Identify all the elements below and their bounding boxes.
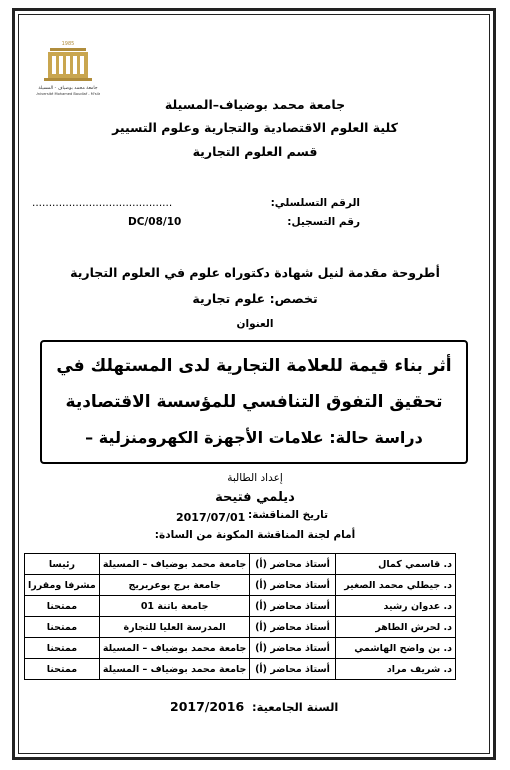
student-name: ديلمي فتيحة [215, 490, 295, 505]
title-line-1: أثر بناء قيمة للعلامة التجارية لدى المستهلك في [56, 356, 452, 376]
university-logo [36, 40, 100, 98]
jury-member-rank: أستاذ محاضر (أ) [250, 617, 335, 638]
jury-member-name: د. شريف مراد [335, 659, 455, 680]
jury-member-university: جامعة محمد بوضياف – المسيلة [99, 554, 250, 575]
jury-row [25, 575, 456, 596]
jury-member-role: ممتحنا [25, 617, 100, 638]
jury-member-rank: أستاذ محاضر (أ) [250, 638, 335, 659]
thesis-title-box [40, 340, 468, 464]
title-line-3: دراسة حالة: علامات الأجهزة الكهرومنزلية – [85, 428, 423, 447]
jury-member-rank: أستاذ محاضر (أ) [250, 596, 335, 617]
defense-date-value: 2017/07/01 [176, 511, 246, 524]
academic-year-label: السنة الجامعية: [252, 700, 339, 714]
jury-member-name: د. عدوان رشيد [335, 596, 455, 617]
jury-member-role: ممتحنا [25, 659, 100, 680]
jury-member-role: رئيسا [25, 554, 100, 575]
jury-row [25, 638, 456, 659]
jury-member-role: ممتحنا [25, 638, 100, 659]
university-name: جامعة محمد بوضياف–المسيلة [164, 97, 346, 112]
jury-member-rank: أستاذ محاضر (أ) [250, 659, 335, 680]
serial-label: الرقم التسلسلي: [270, 197, 360, 209]
faculty-name: كلية العلوم الاقتصادية والتجارية وعلوم التسيير [112, 120, 398, 135]
defense-date-label: تاريخ المناقشة: [248, 509, 329, 521]
title-line-2: تحقيق التفوق التنافسي للمؤسسة الاقتصادية [65, 392, 443, 412]
jury-member-name: د. قاسمي كمال [335, 554, 455, 575]
jury-member-university: جامعة برج بوعريريج [99, 575, 250, 596]
jury-row [25, 596, 456, 617]
jury-member-university: جامعة باتنة 01 [99, 596, 250, 617]
jury-table [24, 553, 456, 680]
registration-value: DC/08/10 [128, 216, 182, 228]
jury-intro: أمام لجنة المناقشة المكونة من السادة: [154, 529, 356, 541]
serial-dots: .......................................... [32, 197, 173, 209]
thesis-purpose: أطروحة مقدمة لنيل شهادة دكتوراه علوم في العلوم التجارية [70, 265, 440, 280]
jury-member-name: د. بن واضح الهاشمي [335, 638, 455, 659]
jury-member-university: المدرسة العليا للتجارة [99, 617, 250, 638]
logo-year: 1985 [61, 41, 75, 47]
jury-row [25, 554, 456, 575]
title-label: العنوان [236, 318, 274, 330]
jury-member-role: مشرفا ومقررا [25, 575, 100, 596]
jury-member-name: د. جيطلي محمد الصغير [335, 575, 455, 596]
jury-member-rank: أستاذ محاضر (أ) [250, 575, 335, 596]
jury-row [25, 617, 456, 638]
prepared-by-label: إعداد الطالبة [227, 472, 283, 484]
jury-member-rank: أستاذ محاضر (أ) [250, 554, 335, 575]
university-logo-icon [36, 40, 100, 98]
jury-member-name: د. لحرش الطاهر [335, 617, 455, 638]
thesis-specialty: تخصص: علوم تجارية [192, 291, 318, 306]
registration-label: رقم التسجيل: [287, 216, 360, 228]
logo-caption-en: Université Mohamed Boudiaf - M'sila [36, 92, 100, 96]
academic-year-value: 2017/2016 [170, 699, 245, 714]
jury-member-university: جامعة محمد بوضياف – المسيلة [99, 659, 250, 680]
jury-row [25, 659, 456, 680]
logo-caption-ar: جامعة محمد بوضياف - المسيلة [38, 86, 98, 91]
department-name: قسم العلوم التجارية [192, 144, 318, 159]
jury-member-university: جامعة محمد بوضياف – المسيلة [99, 638, 250, 659]
jury-member-role: ممتحنا [25, 596, 100, 617]
